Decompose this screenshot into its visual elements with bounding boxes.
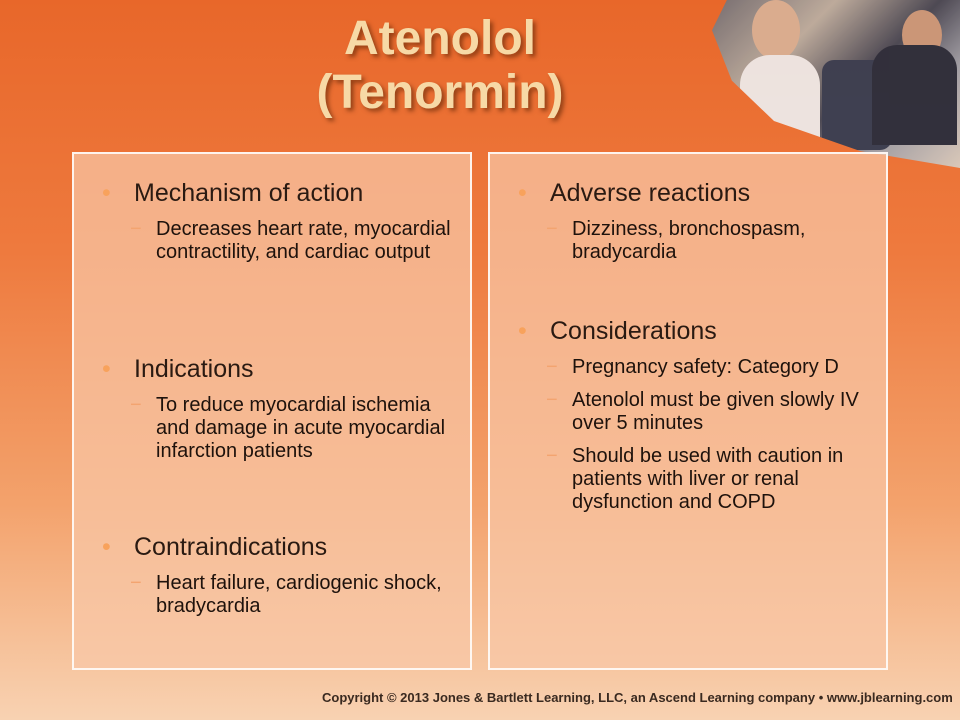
list-item: [518, 445, 870, 514]
list-item: [102, 218, 454, 264]
left-content-panel: [72, 152, 472, 670]
section-heading: [102, 532, 454, 562]
dash-icon: −: [546, 389, 558, 411]
item-list: [518, 356, 870, 514]
item-text: Heart failure, cardiogenic shock, bradycardia: [156, 572, 442, 617]
heading-text: Contraindications: [134, 533, 328, 561]
list-item: [518, 356, 870, 379]
heading-text: Indications: [134, 355, 254, 383]
item-text: To reduce myocardial ischemia and damage in acute myocardial infarction patients: [156, 394, 446, 462]
copyright-footer: Copyright © 2013 Jones & Bartlett Learning, LLC, an Ascend Learning company • www.jblearning.com: [322, 690, 953, 705]
right-content-panel: [488, 152, 888, 670]
section-heading: [102, 354, 454, 384]
list-item: [518, 218, 870, 264]
list-item: [518, 389, 870, 435]
dash-icon: −: [130, 394, 142, 416]
item-text: Pregnancy safety: Category D: [572, 356, 839, 378]
dash-icon: −: [130, 572, 142, 594]
emt-body: [872, 45, 957, 145]
section-heading: [518, 316, 870, 346]
dash-icon: −: [546, 218, 558, 240]
item-list: [102, 572, 454, 618]
item-list: [102, 394, 454, 463]
slide-title: [100, 12, 780, 120]
heading-text: Mechanism of action: [134, 179, 364, 207]
section-heading: [102, 178, 454, 208]
item-text: Atenolol must be given slowly IV over 5 minutes: [572, 389, 859, 434]
title-line-1: Atenolol: [344, 12, 536, 65]
dash-icon: −: [546, 356, 558, 378]
section-heading: [518, 178, 870, 208]
list-item: [102, 572, 454, 618]
heading-text: Considerations: [550, 317, 717, 345]
item-list: [102, 218, 454, 264]
bullet-icon: •: [102, 179, 111, 207]
section-adverse-reactions: [518, 178, 870, 274]
dash-icon: −: [130, 218, 142, 240]
bullet-icon: •: [518, 317, 527, 345]
heading-text: Adverse reactions: [550, 179, 751, 207]
item-list: [518, 218, 870, 264]
section-considerations: [518, 316, 870, 524]
item-text: Decreases heart rate, myocardial contractility, and cardiac output: [156, 218, 451, 263]
section-indications: [102, 354, 454, 473]
list-item: [102, 394, 454, 463]
bullet-icon: •: [102, 355, 111, 383]
bullet-icon: •: [102, 533, 111, 561]
bullet-icon: •: [518, 179, 527, 207]
item-text: Dizziness, bronchospasm, bradycardia: [572, 218, 806, 263]
section-contraindications: [102, 532, 454, 628]
section-mechanism: [102, 178, 454, 274]
dash-icon: −: [546, 445, 558, 467]
item-text: Should be used with caution in patients with liver or renal dysfunction and COPD: [572, 445, 844, 513]
title-line-2: (Tenormin): [316, 66, 564, 119]
